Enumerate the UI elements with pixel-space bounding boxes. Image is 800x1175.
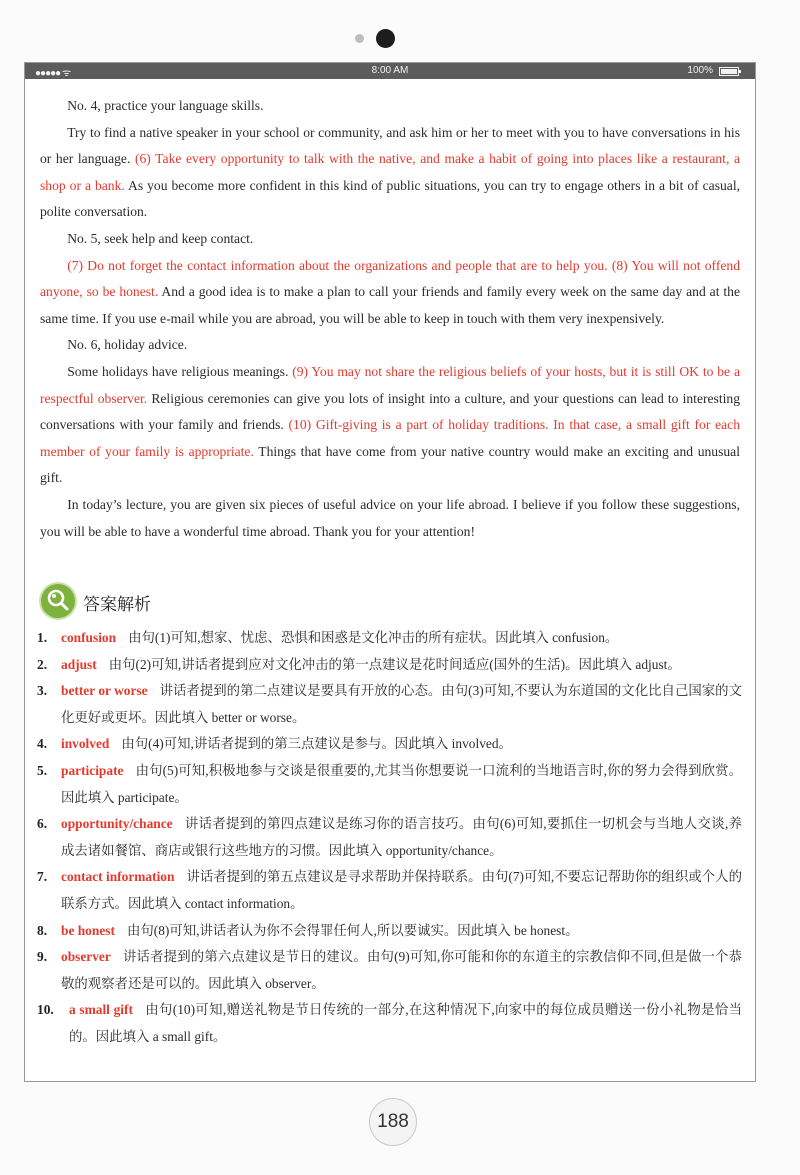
answer-word: a small gift (69, 1002, 133, 1018)
answer-item (37, 997, 742, 1050)
paragraph (40, 253, 740, 333)
answer-explanation: 讲话者提到的第六点建议是节日的建议。由句(9)可知,你可能和你的东道主的宗教信仰不同,但是做一个恭敬的观察者还是可以的。因此填入 observer。 (61, 949, 742, 991)
answer-body (61, 758, 742, 811)
answer-number: 7. (37, 869, 48, 885)
answer-body (61, 864, 742, 917)
paragraph (40, 332, 740, 359)
answer-word: be honest (61, 922, 115, 938)
answer-body (61, 811, 742, 864)
answer-item (37, 758, 742, 811)
tablet-screen (24, 62, 756, 1082)
answer-explanation: 由句(5)可知,积极地参与交谈是很重要的,尤其当你想要说一口流利的当地语言时,你的努力会得到欣赏。因此填入 participate。 (61, 762, 742, 805)
passage-text: Things that have come from your native country would make an exciting and unusual gift. (40, 443, 740, 486)
highlighted-sentence: (6) Take every opportunity to talk with the native, and make a habit of going into places like a restaurant, a shop or a bank. (40, 151, 740, 193)
passage-text: And a good idea is to make a plan to call your friends and family every week on the same day and at the same time. If you use e-mail while you are abroad, you will be able to keep in touch with them very inexpensively. (40, 284, 741, 326)
answer-item (37, 918, 742, 945)
answer-body (61, 678, 742, 731)
paragraph (40, 359, 740, 492)
answer-item (37, 625, 742, 652)
magnifier-icon (41, 584, 75, 618)
answer-number: 5. (37, 762, 48, 778)
answer-word: opportunity/chance (61, 816, 173, 832)
highlighted-sentence: (9) You may not share the religious beliefs of your hosts, but it is still OK to be a respectful observer. (40, 363, 740, 406)
camera-sensor-dot (355, 34, 364, 43)
page-number: 188 (369, 1098, 417, 1146)
highlighted-sentence: (10) Gift-giving is a part of holiday traditions. In that case, a small gift for each member of your family is appropriate. (40, 417, 740, 459)
answer-item (37, 652, 742, 679)
battery-icon (719, 67, 739, 76)
answer-body (61, 944, 742, 997)
answer-item (37, 944, 742, 997)
answer-body (69, 997, 742, 1050)
answer-explanation: 讲话者提到的第四点建议是练习你的语言技巧。由句(6)可知,要抓住一切机会与当地人交谈,养成去诸如餐馆、商店或银行这些地方的习惯。因此填入 opportunity/chance。 (61, 816, 742, 858)
answer-explanation: 由句(10)可知,赠送礼物是节日传统的一部分,在这种情况下,向家中的每位成员赠送一份小礼物是恰当的。因此填入 a small gift。 (69, 1002, 742, 1044)
answer-section-title: 答案解析 (83, 595, 151, 615)
heading-no6: No. 6, holiday advice. (67, 337, 188, 353)
answer-body (61, 918, 742, 945)
passage-text: Some holidays have religious meanings. (67, 363, 293, 379)
answer-explanation: 由句(8)可知,讲话者认为你不会得罪任何人,所以要诚实。因此填入 be honest。 (126, 922, 579, 938)
camera-lens-dot (376, 29, 395, 48)
passage-text: As you become more confident in this kind of public situations, you can try to engage others in a bit of casual, polite conversation. (40, 177, 740, 220)
answer-explanation: 讲话者提到的第五点建议是寻求帮助并保持联系。由句(7)可知,不要忘记帮助你的组织或个人的联系方式。因此填入 contact information。 (61, 869, 742, 911)
answer-number: 9. (37, 949, 48, 965)
answer-list (37, 625, 742, 1051)
answer-item (37, 731, 742, 758)
passage-text: Try to find a native speaker in your school or community, and ask him or her to meet with you to have conversations in his or her language. (40, 124, 740, 167)
paragraph (40, 120, 740, 226)
answer-body (61, 731, 742, 758)
answer-number: 4. (37, 736, 48, 752)
answer-word: confusion (61, 630, 117, 645)
answer-explanation: 由句(4)可知,讲话者提到的第三点建议是参与。因此填入 involved。 (121, 736, 512, 752)
paragraph (40, 492, 740, 545)
answer-explanation: 讲话者提到的第二点建议是要具有开放的心态。由句(3)可知,不要认为东道国的文化比自己国家的文化更好或更坏。因此填入 better or worse。 (61, 683, 742, 725)
status-bar (25, 63, 755, 79)
answer-word: contact information (61, 869, 175, 885)
answer-explanation: 由句(2)可知,讲话者提到应对文化冲击的第一点建议是花时间适应(国外的生活)。因此填入 adjust。 (108, 656, 681, 672)
answer-item (37, 678, 742, 731)
highlighted-sentence: (7) Do not forget the contact information about the organizations and people that are to help you. (8) You will not offend anyone, so be honest. (40, 257, 740, 300)
answer-word: involved (61, 736, 110, 752)
answer-word: participate (61, 762, 124, 778)
paragraph (40, 226, 740, 253)
answer-word: observer (61, 949, 111, 965)
passage-text: Religious ceremonies can give you lots of insight into a culture, and your questions can lead to interesting conversations with your family and friends. (40, 390, 740, 433)
heading-no4: No. 4, practice your language skills. (67, 98, 264, 113)
answer-word: better or worse (61, 683, 148, 699)
answer-number: 10. (37, 1002, 54, 1018)
lecture-passage (40, 93, 740, 545)
answer-item (37, 864, 742, 917)
answer-body (61, 625, 742, 652)
answer-number: 8. (37, 922, 48, 938)
heading-no5: No. 5, seek help and keep contact. (67, 230, 254, 246)
answer-number: 3. (37, 683, 48, 699)
answer-item (37, 811, 742, 864)
battery-percent: 100% (687, 65, 713, 76)
answer-explanation: 由句(1)可知,想家、忧虑、恐惧和困惑是文化冲击的所有症状。因此填入 confusion。 (128, 630, 619, 645)
answer-number: 2. (37, 656, 48, 672)
answer-number: 6. (37, 816, 48, 832)
answer-number: 1. (37, 630, 48, 645)
paragraph (40, 93, 740, 120)
status-time: 8:00 AM (371, 65, 409, 76)
answer-word: adjust (61, 656, 97, 672)
answer-body (61, 652, 742, 679)
passage-text: In today’s lecture, you are given six pieces of useful advice on your life abroad. I believe if you follow these suggestions, you will be able to have a wonderful time abroad. Thank you for your attention! (40, 496, 740, 539)
signal-icon: ●●●●● ᯤ (35, 68, 71, 79)
